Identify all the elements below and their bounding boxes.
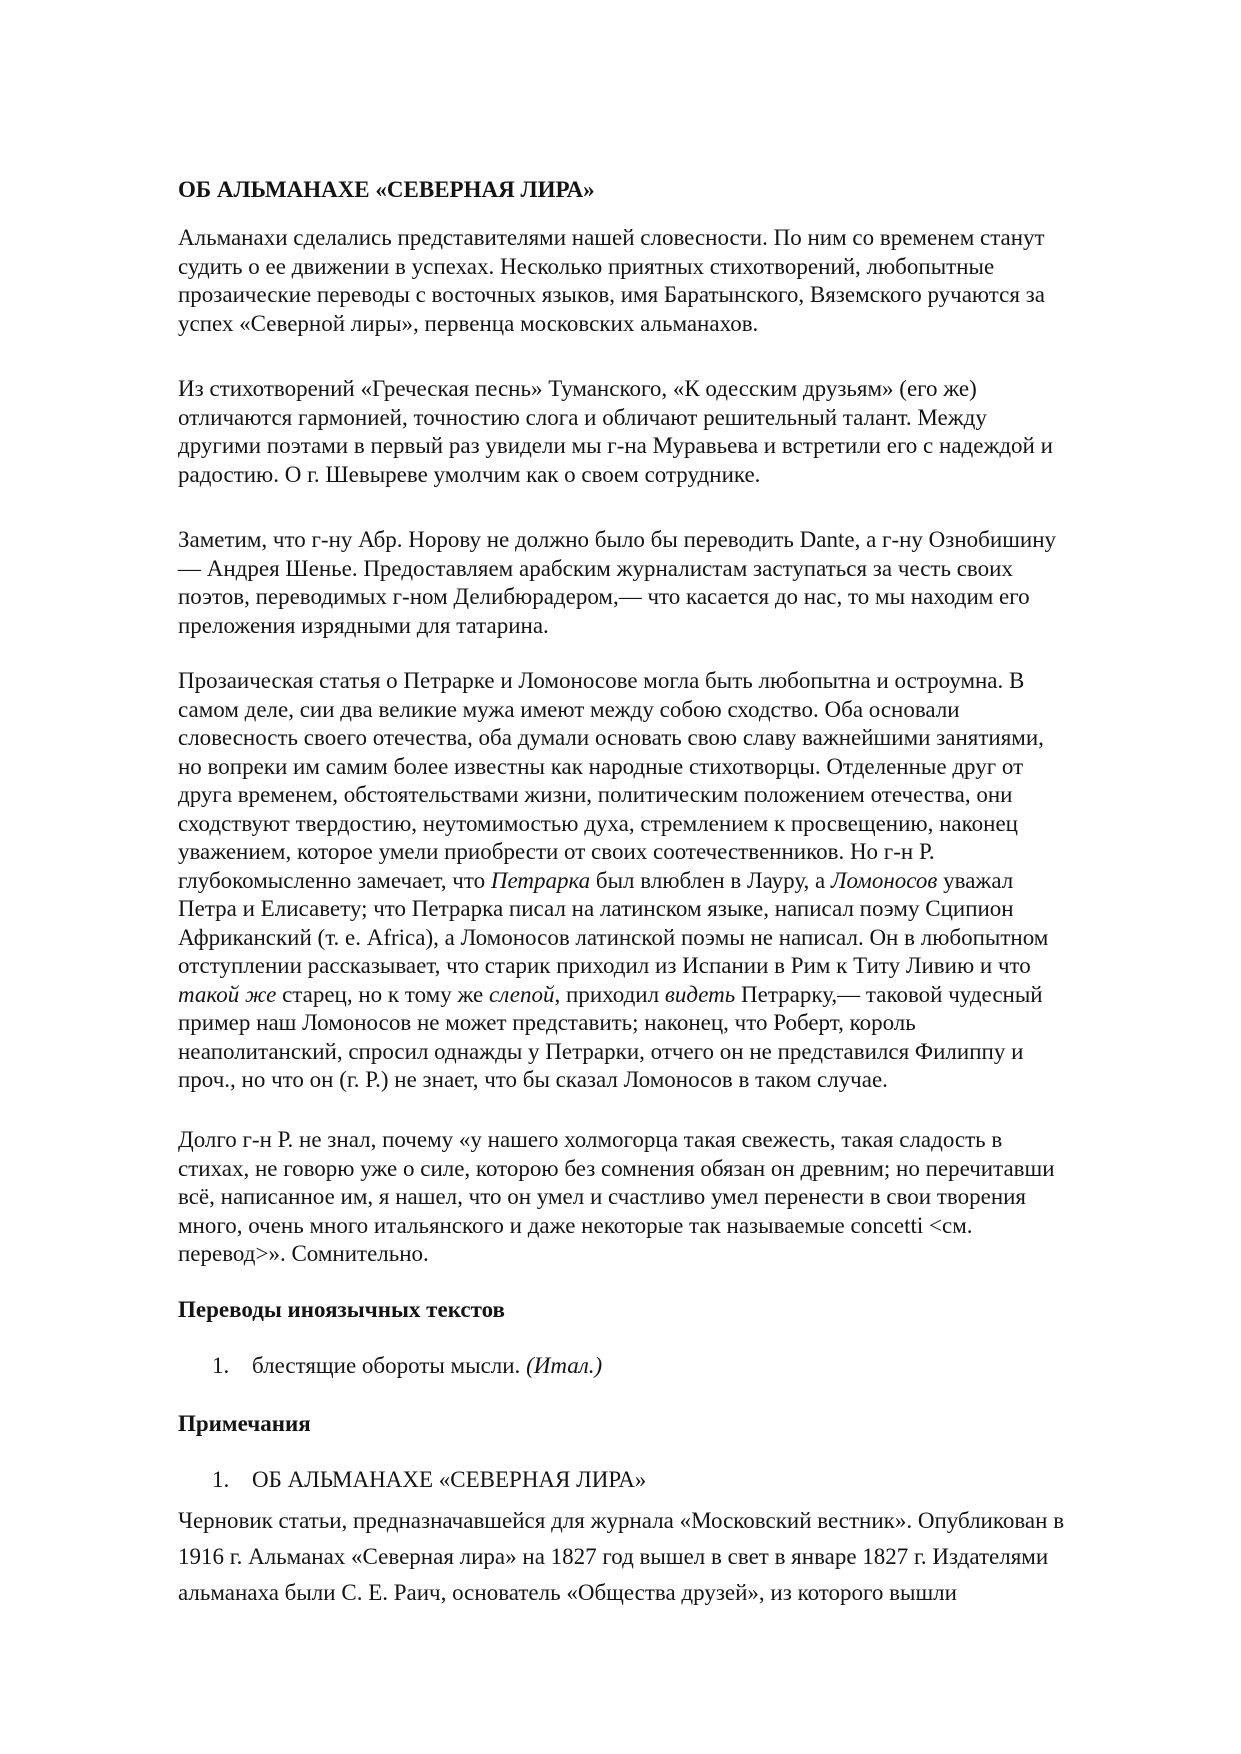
paragraph-2 (178, 375, 1156, 489)
text-line: самом деле, сии два великие мужа имеют между собою сходство. Оба основали (178, 696, 960, 722)
italic-run: Ломоносов (830, 867, 938, 893)
notes-heading: Примечания (178, 1411, 311, 1436)
text-line: другими поэтами в первый раз увидели мы г-на Муравьева и встретили его с надеждой и (178, 433, 1053, 458)
notes-paragraph (178, 1503, 1156, 1611)
notes-list-item (212, 1466, 646, 1494)
text-run: старец, но к тому же (276, 981, 489, 1007)
italic-run: видеть (664, 981, 736, 1007)
translations-heading: Переводы иноязычных текстов (178, 1297, 505, 1322)
text-line: много, очень много итальянского и даже некоторые так называемые concetti <см. (178, 1212, 973, 1238)
text-line: успех «Северной лиры», первенца московских альманахов. (178, 310, 759, 336)
text-line-mixed (178, 867, 1156, 896)
paragraph-3 (178, 526, 1156, 640)
text-run: был влюблен в Лауру, а (590, 867, 831, 893)
text-line: Прозаическая статья о Петрарке и Ломоносове могла быть любопытна и остроумна. В (178, 668, 1025, 693)
text-run: Петрарку,— таковой чудесный (735, 981, 1043, 1007)
text-line: отступлении рассказывает, что старик приходил из Испании в Рим к Титу Ливию и что (178, 953, 1031, 978)
text-line: Заметим, что г-ну Абр. Норову не должно было бы переводить Dante, а г-ну Ознобишину (178, 527, 1057, 552)
italic-run: Петрарка (490, 867, 591, 893)
paragraph-1 (178, 224, 1156, 338)
text-line: Альманахи сделались представителями нашей словесности. По ним со временем станут (178, 225, 1045, 250)
italic-run: такой же (178, 981, 277, 1007)
text-line: сходствуют твердостию, неутомимостью духа, стремлением к просвещению, наконец (178, 810, 1018, 836)
text-line: — Андрея Шенье. Предоставляем арабским журналистам заступаться за честь своих (178, 555, 1013, 581)
text-line: Черновик статьи, предназначавшейся для журнала «Московский вестник». Опубликован в (178, 1508, 1065, 1533)
text-line: пример наш Ломоносов не может представить; наконец, что Роберт, король (178, 1010, 916, 1035)
text-line: неаполитанский, спросил однажды у Петрарки, отчего он не представился Филиппу и (178, 1038, 1024, 1064)
text-line: радостию. О г. Шевыреве умолчим как о своем сотруднике. (178, 461, 761, 487)
translation-list-item (212, 1352, 602, 1380)
text-line: отличаются гармонией, точностию слога и обличают решительный талант. Между (178, 404, 987, 430)
list-text: блестящие обороты мысли. (252, 1353, 527, 1378)
text-line: Петра и Елисавету; что Петрарка писал на латинском языке, написал поэму Сципион (178, 896, 1014, 921)
list-number: 1. (212, 1353, 230, 1378)
text-line: перевод>». Сомнительно. (178, 1241, 429, 1266)
document-page (178, 0, 1156, 1754)
text-line: Из стихотворений «Греческая песнь» Туманского, «К одесским друзьям» (его же) (178, 376, 977, 401)
text-line: Африканский (т. е. Africa), а Ломоносов латинской поэмы не написал. Он в любопытном (178, 924, 1049, 950)
text-line: судить о ее движении в успехах. Несколько приятных стихотворений, любопытные (178, 253, 995, 279)
text-line: Долго г-н Р. не знал, почему «у нашего холмогорца такая свежесть, такая сладость в (178, 1127, 1003, 1152)
text-line: альманаха были С. Е. Раич, основатель «Общества друзей», из которого вышли (178, 1580, 957, 1605)
text-line-mixed (178, 981, 1156, 1010)
list-number: 1. (212, 1467, 230, 1492)
paragraph-5 (178, 1126, 1156, 1269)
text-line: проч., но что он (г. Р.) не знает, что бы сказал Ломоносов в таком случае. (178, 1067, 888, 1092)
text-line: словесность своего отечества, оба думали основать свою славу важнейшими занятиями, (178, 725, 1044, 750)
text-run: уважал (937, 867, 1014, 893)
text-run: , приходил (554, 981, 665, 1007)
list-note: (Итал.) (526, 1353, 603, 1378)
list-text: ОБ АЛЬМАНАХЕ «СЕВЕРНАЯ ЛИРА» (252, 1467, 647, 1492)
text-line: всё, написанное им, я нашел, что он умел и счастливо умел перенести в свои творения (178, 1184, 1027, 1209)
text-line: уважением, которое умели приобрести от своих соотечественников. Но г-н Р. (178, 839, 935, 864)
text-line: 1916 г. Альманах «Северная лира» на 1827 год вышел в свет в январе 1827 г. Издателями (178, 1544, 1049, 1569)
text-line: стихах, не говорю уже о силе, которою без сомнения обязан он древним; но перечитавши (178, 1155, 1055, 1181)
article-title: ОБ АЛЬМАНАХЕ «СЕВЕРНАЯ ЛИРА» (178, 177, 595, 202)
text-run: глубокомысленно замечает, что (178, 867, 491, 893)
italic-run: слепой (489, 981, 555, 1007)
paragraph-4 (178, 667, 1156, 1095)
text-line: прозаические переводы с восточных языков, имя Баратынского, Вяземского ручаются за (178, 282, 1045, 307)
text-line: но вопреки им самим более известны как народные стихотворцы. Отделенные друг от (178, 753, 1024, 779)
text-line: преложения изрядными для татарина. (178, 612, 549, 638)
text-line: поэтов, переводимых г-ном Делибюрадером,— что касается до нас, то мы находим его (178, 584, 1030, 609)
text-line: друга временем, обстоятельствами жизни, политическим положением отечества, они (178, 782, 1013, 807)
